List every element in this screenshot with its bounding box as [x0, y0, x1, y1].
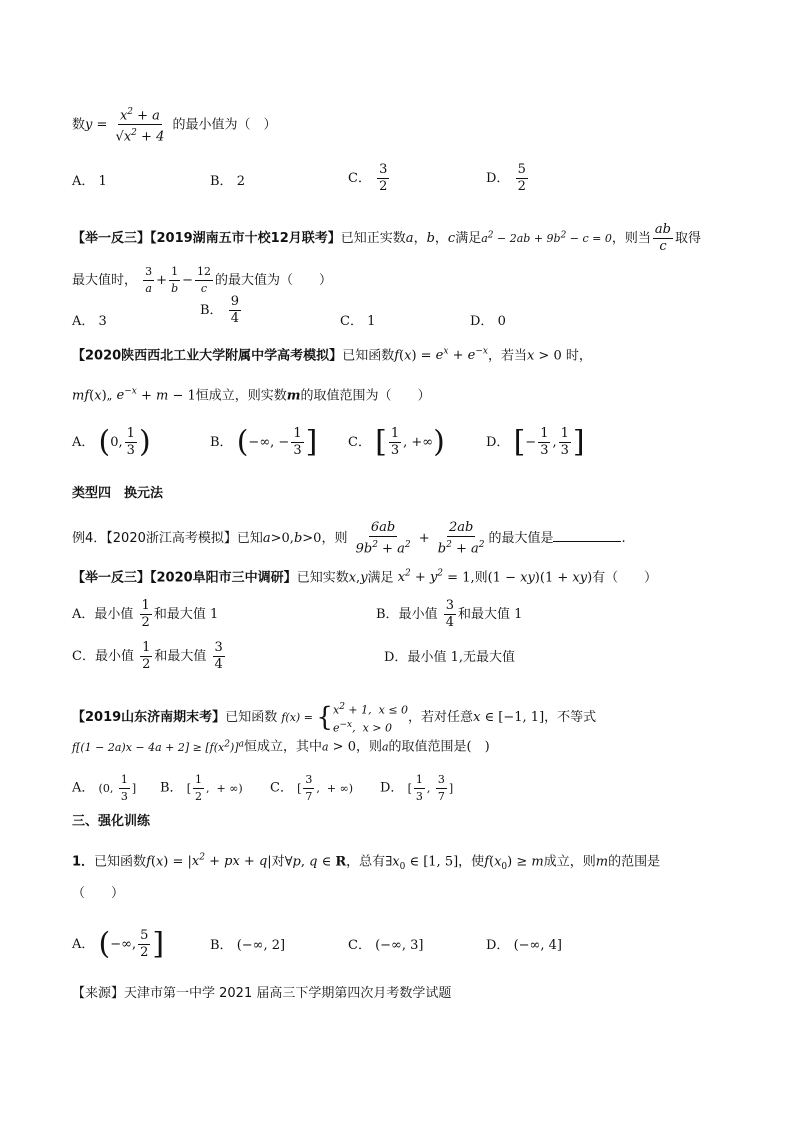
option-text: 和最大值 1 [153, 607, 219, 622]
q3-option-b[interactable]: B． (−∞, − $\frac{1}{3}$ ] [210, 424, 318, 460]
question-1-prefix: 数 [72, 117, 86, 133]
option-letter: C． [348, 435, 371, 450]
option-letter: C． [270, 780, 293, 796]
option-fraction: $\frac{9}{4}$ [230, 294, 239, 326]
q5-option-a[interactable]: A．最小值 $\frac{1}{2}$ 和最大值 1 [72, 598, 219, 630]
q3-text: 时， [565, 348, 592, 364]
question-7-stem-line-2: （ ） [72, 886, 125, 901]
option-fraction: $\frac{5}{2}$ [517, 162, 526, 194]
question-2-tag: 【举一反三】【2019湖南五市十校12月联考】 [72, 231, 341, 246]
option-letter: D． [486, 171, 510, 186]
q5-text: 已知实数 [296, 570, 349, 586]
option-value: 1 [367, 314, 376, 329]
q5-text: 满足 [367, 570, 394, 586]
question-2-stem-line-2: 最大值时， $\frac{3}{a}$ + $\frac{1}{b}$ − $\frac{12}{c}$ 的最大值为（ ） [72, 265, 333, 295]
q7-text: 对 [271, 854, 285, 870]
math-fraction: $\frac{3}{a}$ [145, 265, 153, 295]
q2-option-c[interactable] [340, 310, 375, 329]
q7-option-b[interactable] [210, 934, 285, 953]
question-7-number: 1． [72, 854, 95, 870]
q2-text: 的最大值为（ ） [215, 273, 333, 288]
q2-text: 取得 [675, 231, 702, 246]
question-3-tag: 【2020陕西西北工业大学附属中学高考模拟】 [72, 348, 343, 364]
q3-option-d[interactable]: D． [− $\frac{1}{3}$ , $\frac{1}{3}$ ] [486, 424, 585, 460]
question-4-stem: 例4．【2020浙江高考模拟】已知a>0,b>0，则 $\frac{6ab}{9b^2 + a^2}$ + $\frac{2ab}{b^2 + a^2}$ 的最大值是 . [72, 520, 626, 557]
option-letter: D． [380, 780, 404, 796]
q6-text: 的取值范围是( ) [388, 739, 490, 755]
q5-text: 则 [474, 570, 488, 586]
q2-text: ，则当 [611, 231, 651, 246]
q2-option-d[interactable] [470, 310, 506, 329]
option-letter: A． [72, 314, 95, 329]
question-3-stem-line-1: 【2020陕西西北工业大学附属中学高考模拟】已知函数$f(x) = e^x + e^{-x}$，若当x > 0 时， [72, 347, 592, 364]
option-letter: A． [72, 435, 95, 450]
option-text: 最小值 [94, 607, 134, 622]
option-letter: B． [160, 780, 183, 796]
option-value: (−∞, 3] [375, 938, 424, 953]
option-letter: B． [200, 303, 223, 318]
q6-option-d[interactable]: D． [ $\frac{1}{3}$ , $\frac{3}{7}$ ] [380, 773, 454, 803]
q3-text: ，若当 [487, 348, 527, 364]
section-heading-type-4: 类型四 换元法 [72, 486, 164, 501]
question-source: 【来源】天津市第一中学 2021 届高三下学期第四次月考数学试题 [72, 986, 452, 1001]
option-letter: C． [72, 649, 95, 664]
option-value: (−∞, 2] [236, 938, 286, 953]
q2-text: 最大值时， [72, 273, 138, 288]
q6-option-c[interactable]: C． [ $\frac{3}{7}$ , + ∞) [270, 773, 354, 803]
option-text: 和最大值 1 [458, 607, 523, 622]
option-letter: C． [340, 314, 363, 329]
option-letter: C． [348, 938, 371, 953]
q1-option-a[interactable] [72, 170, 107, 189]
q6-text: ，则 [355, 739, 382, 755]
q7-text: 成立，则 [543, 854, 596, 870]
option-letter: A． [72, 607, 95, 622]
q6-text: ，不等式 [544, 710, 597, 726]
option-letter: C． [348, 171, 371, 186]
question-6-stem-line-1: 【2019山东济南期末考】已知函数 f(x) = { $x^2 + 1$, x ≤ 0 $e^{-x}$, x > 0 ，若对任意x ∈ [−1, 1]，不等式 [72, 702, 597, 735]
q7-option-c[interactable] [348, 934, 424, 953]
q4-text: . [621, 531, 626, 547]
q1-option-c[interactable] [348, 162, 391, 195]
q6-text: 恒成立，其中 [243, 739, 322, 755]
question-3-stem-line-2: mf(x)„ $e^{-x} + m - 1$恒成立，则实数m的取值范围为（ ） [72, 387, 431, 404]
option-letter: B． [210, 174, 233, 189]
q5-option-d[interactable] [384, 646, 515, 665]
option-letter: B． [210, 435, 233, 450]
q4-text: ，则 [321, 531, 348, 547]
q4-text: 已知 [236, 531, 263, 547]
q2-option-b[interactable] [200, 294, 243, 327]
option-text: 和最大值 [154, 649, 207, 664]
q5-option-b[interactable]: B．最小值 $\frac{3}{4}$ 和最大值 1 [376, 598, 523, 630]
q6-text: 已知函数 [225, 710, 278, 726]
option-value: 2 [236, 174, 245, 189]
question-2-stem-line-1: 【举一反三】【2019湖南五市十校12月联考】已知正实数a，b，c满足$a^2 - 2ab + 9b^2 - c = 0$，则当 $\frac{ab}{c}$ 取得 [72, 222, 702, 254]
option-value: 1 [98, 174, 107, 189]
q7-text: ，使 [458, 854, 485, 870]
option-letter: A． [72, 174, 95, 189]
option-text: 最小值 [94, 649, 134, 664]
question-7-stem-line-1: 1．已知函数$f(x) = |x^2$ + px + q|对∀p, q ∈ R，总有$\exists x_0$ ∈ [1, 5]，使$f(x_0) \ge m$成立，则m的范围是 [72, 853, 661, 872]
option-letter: D． [486, 938, 510, 953]
question-5-tag: 【举一反三】【2020阜阳市三中调研】 [72, 570, 297, 586]
q7-text: 的范围是 [608, 854, 661, 870]
math-ab-over-c: $\frac{ab}{c}$ [654, 222, 671, 254]
q6-option-a[interactable]: A． (0, $\frac{1}{3}$ ] [72, 773, 137, 803]
question-5-stem: 【举一反三】【2020阜阳市三中调研】已知实数x,y满足 $x^2 + y^2 = 1$,则(1 − xy)(1 + xy)有（ ） [72, 569, 658, 586]
question-6-tag: 【2019山东济南期末考】 [72, 710, 226, 726]
option-text: 最小值 [398, 607, 438, 622]
q7-option-d[interactable] [486, 934, 562, 953]
q1-option-b[interactable] [210, 170, 245, 189]
option-letter: B． [210, 938, 233, 953]
option-value: (−∞, 4] [513, 938, 562, 953]
option-fraction: $\frac{3}{2}$ [379, 162, 388, 194]
section-heading-reinforcement: 三、强化训练 [72, 814, 151, 829]
option-letter: D． [486, 435, 510, 450]
question-6-stem-line-2: $f[(1 - 2a)x - 4a + 2] \ge [f(x^2)]^a$恒成立，其中a > 0，则a的取值范围是( ) [72, 739, 490, 755]
question-1-suffix: 的最小值为（ ） [172, 117, 277, 133]
option-letter: D． [470, 314, 494, 329]
math-fraction: $\frac{12}{c}$ [197, 265, 212, 295]
option-text: 最小值 1,无最大值 [407, 650, 515, 665]
q3-text: 的取值范围为（ ） [300, 388, 431, 404]
option-value: 0 [497, 314, 506, 329]
answer-blank[interactable] [553, 529, 621, 542]
q3-text: 已知函数 [342, 348, 395, 364]
q4-text: 的最大值是 [488, 531, 554, 547]
option-letter: B． [376, 607, 399, 622]
question-4-prefix: 例4．【2020浙江高考模拟】 [72, 531, 237, 547]
q1-option-d[interactable] [486, 162, 530, 195]
q6-option-b[interactable]: B． [ $\frac{1}{2}$ , + ∞) [160, 773, 243, 803]
q2-text: 满足 [455, 231, 482, 246]
q2-option-a[interactable] [72, 310, 107, 329]
math-fraction: $\frac{1}{b}$ [171, 265, 179, 295]
q7-option-a[interactable]: A． (−∞, $\frac{5}{2}$ ] [72, 926, 165, 962]
option-value: 3 [98, 314, 107, 329]
q3-option-a[interactable]: A． (0, $\frac{1}{3}$ ) [72, 424, 151, 460]
math-y-equals: y [85, 117, 93, 133]
q5-option-c[interactable]: C．最小值 $\frac{1}{2}$ 和最大值 $\frac{3}{4}$ [72, 640, 223, 672]
q3-text: 恒成立，则实数 [195, 388, 287, 404]
q7-text: ，总有 [346, 854, 386, 870]
question-1-stem: 数y = $\frac{x^2 + a}{√x^2 + 4}$ 的最小值为（ ） [72, 104, 734, 146]
math-fraction-q1: $\frac{x^2 + a}{√x^2 + 4}$ [114, 104, 167, 146]
q2-text: 已知正实数 [340, 231, 406, 246]
q3-option-c[interactable]: C． [ $\frac{1}{3}$ , +∞) [348, 424, 445, 460]
option-letter: D． [384, 650, 408, 665]
option-letter: A． [72, 780, 95, 796]
q6-text: ，若对任意 [408, 710, 474, 726]
q7-text: 已知函数 [94, 854, 147, 870]
q5-text: 有（ ） [592, 570, 658, 586]
option-letter: A． [72, 937, 95, 952]
